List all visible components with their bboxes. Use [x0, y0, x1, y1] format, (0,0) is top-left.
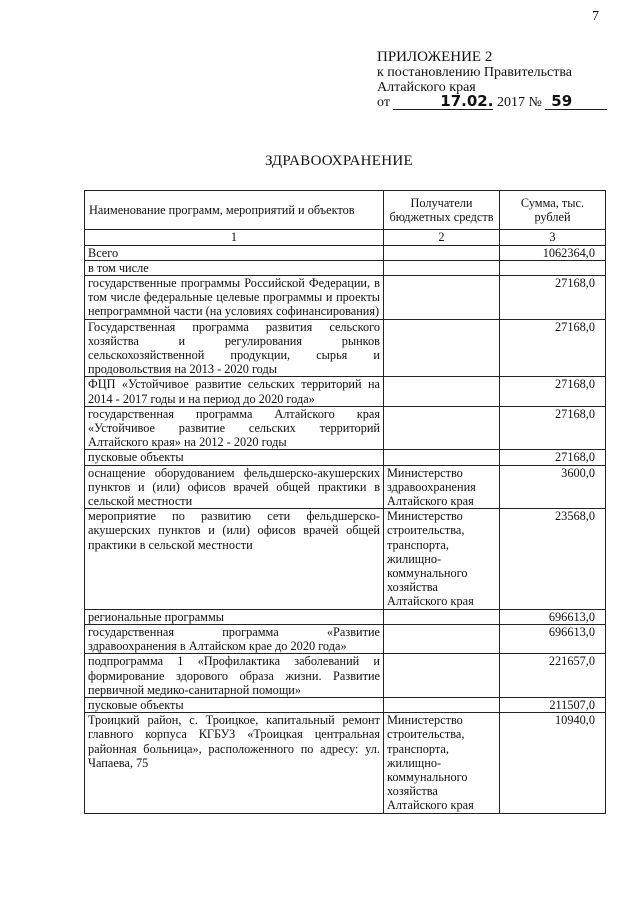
table-row [85, 245, 606, 260]
number-value: 59 [551, 92, 573, 110]
section-title: ЗДРАВООХРАНЕНИЕ [265, 153, 413, 169]
header-sum: Сумма, тыс. рублей [500, 191, 606, 230]
row-sum [500, 260, 606, 275]
number-sign: № [528, 95, 542, 110]
table-row [85, 450, 606, 465]
row-name: Всего [85, 245, 384, 260]
table-row [85, 654, 606, 698]
row-sum: 27168,0 [500, 450, 606, 465]
row-recipient [384, 406, 500, 450]
row-name: государственные программы Российской Федерации, в том числе федеральные целевые программы и проекты непрограммной части (на условиях софинансирования) [85, 276, 384, 320]
row-sum: 27168,0 [500, 319, 606, 377]
row-sum: 10940,0 [500, 713, 606, 813]
table-row [85, 319, 606, 377]
row-name: пусковые объекты [85, 697, 384, 712]
column-number-1: 1 [85, 230, 384, 245]
appendix-header [377, 50, 629, 110]
page-number: 7 [592, 9, 599, 24]
row-recipient [384, 260, 500, 275]
row-name: подпрограмма 1 «Профилактика заболеваний и формирование здорового образа жизни. Развитие первичной медико-санитарной помощи» [85, 654, 384, 698]
row-recipient [384, 276, 500, 320]
row-name: мероприятие по развитию сети фельдшерско-акушерских пунктов и (или) офисов врачей общей практики в сельской местности [85, 509, 384, 609]
date-value: 17.02. [440, 92, 494, 110]
row-recipient: Министерство строительства, транспорта, жилищно-коммунального хозяйства Алтайского края [384, 713, 500, 813]
table-row [85, 713, 606, 813]
row-name: пусковые объекты [85, 450, 384, 465]
row-sum: 211507,0 [500, 697, 606, 712]
row-name: Государственная программа развития сельского хозяйства и регулирования рынков сельскохозяйственной продукции, сырья и продовольствия на 2013 - 2020 годы [85, 319, 384, 377]
row-name: Троицкий район, с. Троицкое, капитальный ремонт главного корпуса КГБУЗ «Троицкая центральная районная больница», расположенного по адресу: ул. Чапаева, 75 [85, 713, 384, 813]
row-name: государственная программа Алтайского края «Устойчивое развитие сельских территорий Алтайского края» на 2012 - 2020 годы [85, 406, 384, 450]
table-row [85, 624, 606, 653]
year: 2017 [496, 95, 525, 110]
appendix-title: ПРИЛОЖЕНИЕ 2 [377, 49, 493, 65]
row-sum: 3600,0 [500, 465, 606, 509]
row-name: государственная программа «Развитие здравоохранения в Алтайском крае до 2020 года» [85, 624, 384, 653]
header-name: Наименование программ, мероприятий и объектов [85, 191, 384, 230]
table-row [85, 697, 606, 712]
row-recipient: Министерство строительства, транспорта, жилищно-коммунального хозяйства Алтайского края [384, 509, 500, 609]
row-name: оснащение оборудованием фельдшерско-акушерских пунктов и (или) офисов врачей общей практики в сельской местности [85, 465, 384, 509]
row-sum: 221657,0 [500, 654, 606, 698]
row-sum: 1062364,0 [500, 245, 606, 260]
table-header-row [85, 191, 606, 230]
budget-table [84, 190, 606, 814]
table-row [85, 276, 606, 320]
row-name: региональные программы [85, 609, 384, 624]
row-recipient [384, 245, 500, 260]
row-sum: 27168,0 [500, 377, 606, 406]
date-prefix: от [377, 95, 390, 110]
row-recipient [384, 697, 500, 712]
appendix-line-2: Алтайского края [377, 80, 476, 95]
table-row [85, 465, 606, 509]
row-recipient [384, 377, 500, 406]
row-recipient: Министерство здравоохранения Алтайского края [384, 465, 500, 509]
row-name: в том числе [85, 260, 384, 275]
column-number-2: 2 [384, 230, 500, 245]
appendix-date-line [377, 92, 629, 110]
header-recipient: Получатели бюджетных средств [384, 191, 500, 230]
table-row [85, 609, 606, 624]
appendix-line-1: к постановлению Правительства [377, 65, 573, 80]
row-recipient [384, 450, 500, 465]
date-field [393, 92, 494, 110]
table-row [85, 509, 606, 609]
row-sum: 27168,0 [500, 276, 606, 320]
row-recipient [384, 654, 500, 698]
table-row [85, 377, 606, 406]
table-row [85, 406, 606, 450]
row-sum: 696613,0 [500, 624, 606, 653]
column-number-row [85, 230, 606, 245]
row-sum: 27168,0 [500, 406, 606, 450]
table-row [85, 260, 606, 275]
column-number-3: 3 [500, 230, 606, 245]
row-sum: 23568,0 [500, 509, 606, 609]
row-name: ФЦП «Устойчивое развитие сельских территорий на 2014 - 2017 годы и на период до 2020 года» [85, 377, 384, 406]
row-recipient [384, 624, 500, 653]
row-recipient [384, 319, 500, 377]
row-recipient [384, 609, 500, 624]
row-sum: 696613,0 [500, 609, 606, 624]
number-field [545, 92, 607, 110]
